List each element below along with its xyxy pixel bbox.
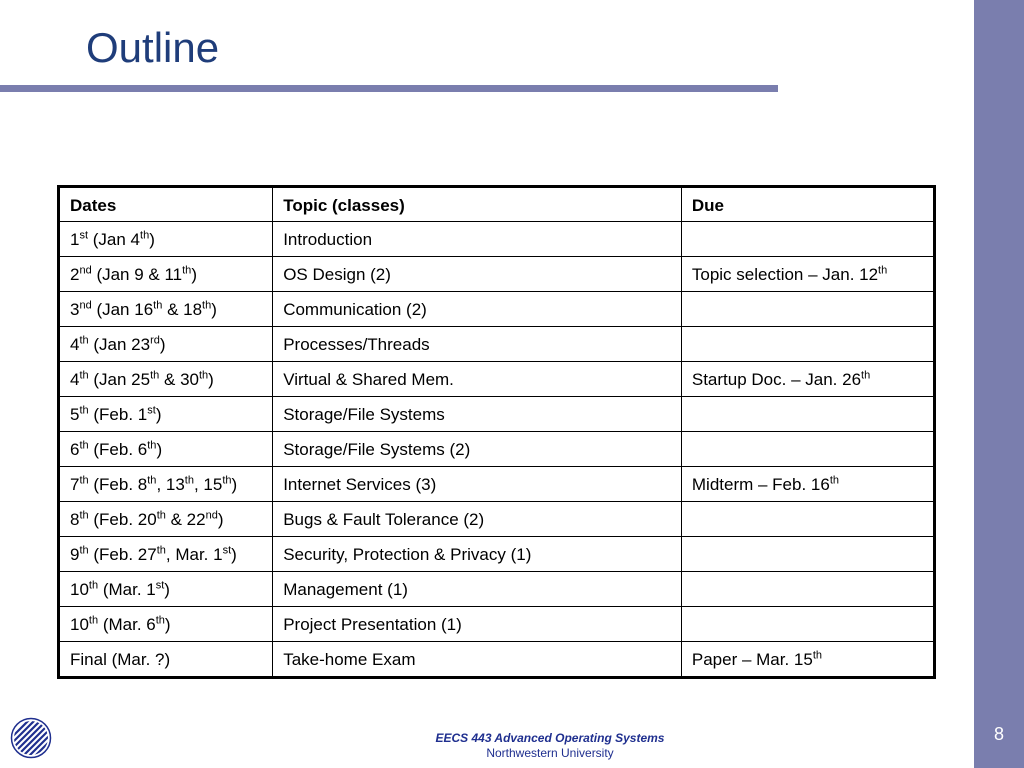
cell-due: [681, 642, 934, 678]
table-row: [59, 327, 935, 362]
ordinal-suffix: th: [88, 579, 99, 592]
cell-due: [681, 222, 934, 257]
cell-due: [681, 292, 934, 327]
table-row: [59, 432, 935, 467]
cell-text: Final (Mar. ?): [70, 650, 171, 669]
footer: [380, 731, 720, 761]
cell-text: 9: [70, 545, 80, 564]
ordinal-suffix: nd: [79, 299, 92, 312]
cell-dates: [59, 257, 273, 292]
footer-course: EECS 443 Advanced Operating Systems: [435, 731, 665, 745]
cell-text: ): [231, 475, 238, 494]
cell-text: (Jan 25: [88, 370, 151, 389]
table-row: [59, 537, 935, 572]
ordinal-suffix: th: [184, 474, 194, 487]
cell-topic: Internet Services (3): [273, 467, 682, 502]
cell-topic: Project Presentation (1): [273, 607, 682, 642]
cell-dates: [59, 572, 273, 607]
ordinal-suffix: th: [79, 439, 89, 452]
table-row: [59, 292, 935, 327]
cell-dates: [59, 607, 273, 642]
ordinal-suffix: th: [88, 614, 99, 627]
cell-dates: [59, 432, 273, 467]
cell-topic: Security, Protection & Privacy (1): [273, 537, 682, 572]
ordinal-suffix: th: [150, 369, 160, 382]
ordinal-suffix: th: [878, 264, 888, 277]
cell-topic: OS Design (2): [273, 257, 682, 292]
cell-topic: Storage/File Systems: [273, 397, 682, 432]
cell-text: & 30: [159, 370, 199, 389]
cell-text: (Feb. 20: [88, 510, 157, 529]
schedule-table: [57, 185, 936, 679]
header-due: Due: [681, 187, 934, 222]
table-row: [59, 502, 935, 537]
header-topic: Topic (classes): [273, 187, 682, 222]
cell-text: , Mar. 1: [165, 545, 223, 564]
cell-text: 3: [70, 300, 80, 319]
cell-text: Topic selection – Jan. 12: [691, 265, 879, 284]
cell-text: Paper – Mar. 15: [691, 650, 813, 669]
ordinal-suffix: st: [79, 229, 89, 242]
ordinal-suffix: st: [155, 579, 165, 592]
footer-institution: Northwestern University: [486, 746, 614, 760]
cell-text: 4: [70, 370, 80, 389]
ordinal-suffix: th: [79, 544, 89, 557]
ordinal-suffix: st: [147, 404, 156, 417]
cell-text: 5: [70, 405, 80, 424]
ordinal-suffix: th: [140, 229, 150, 242]
cell-text: (Mar. 6: [98, 615, 156, 634]
cell-due: [681, 537, 934, 572]
cell-dates: [59, 292, 273, 327]
ordinal-suffix: th: [147, 439, 157, 452]
table-row: [59, 467, 935, 502]
ordinal-suffix: th: [79, 334, 89, 347]
ordinal-suffix: th: [156, 509, 166, 522]
ordinal-suffix: th: [861, 369, 871, 382]
cell-topic: Bugs & Fault Tolerance (2): [273, 502, 682, 537]
cell-topic: Storage/File Systems (2): [273, 432, 682, 467]
cell-text: & 22: [165, 510, 206, 529]
ordinal-suffix: th: [79, 509, 89, 522]
cell-text: ): [164, 580, 170, 599]
cell-dates: [59, 362, 273, 397]
cell-text: 8: [70, 510, 80, 529]
cell-text: 4: [70, 335, 80, 354]
table-row: [59, 362, 935, 397]
cell-text: ): [164, 615, 171, 634]
table-row: [59, 642, 935, 678]
slide-title: Outline: [86, 24, 220, 71]
cell-text: ): [159, 335, 166, 354]
ordinal-suffix: th: [79, 369, 89, 382]
northwestern-globe-logo: [10, 717, 52, 759]
cell-due: [681, 397, 934, 432]
ordinal-suffix: th: [812, 649, 823, 662]
ordinal-suffix: st: [222, 544, 232, 557]
page-number: 8: [993, 724, 1004, 744]
cell-dates: [59, 327, 273, 362]
cell-dates: [59, 397, 273, 432]
cell-text: (Mar. 1: [98, 580, 156, 599]
ordinal-suffix: th: [156, 544, 166, 557]
cell-dates: [59, 537, 273, 572]
ordinal-suffix: th: [222, 474, 232, 487]
cell-due: [681, 572, 934, 607]
cell-dates: [59, 642, 273, 678]
cell-text: & 18: [162, 300, 203, 319]
ordinal-suffix: nd: [205, 509, 218, 522]
cell-text: (Jan 16: [91, 300, 154, 319]
cell-topic: Processes/Threads: [273, 327, 682, 362]
ordinal-suffix: th: [182, 264, 192, 277]
cell-text: (Jan 9 & 11: [91, 265, 183, 284]
cell-topic: Management (1): [273, 572, 682, 607]
cell-due: [681, 432, 934, 467]
cell-text: ): [156, 440, 163, 459]
cell-text: ): [231, 545, 237, 564]
table-row: [59, 222, 935, 257]
table-row: [59, 397, 935, 432]
cell-text: 10: [70, 615, 89, 634]
cell-due: [681, 502, 934, 537]
cell-text: 6: [70, 440, 80, 459]
header-dates: Dates: [59, 187, 273, 222]
cell-topic: Take-home Exam: [273, 642, 682, 678]
cell-text: 2: [70, 265, 80, 284]
cell-dates: [59, 467, 273, 502]
cell-text: ): [217, 510, 224, 529]
cell-text: ): [211, 300, 217, 319]
cell-dates: [59, 222, 273, 257]
title-underline: [0, 85, 778, 92]
cell-due: [681, 362, 934, 397]
cell-text: 1: [70, 230, 80, 249]
cell-topic: Introduction: [273, 222, 682, 257]
cell-text: ): [191, 265, 197, 284]
cell-due: [681, 257, 934, 292]
cell-text: (Feb. 8: [88, 475, 148, 494]
cell-due: [681, 607, 934, 642]
ordinal-suffix: th: [155, 614, 165, 627]
table-row: [59, 572, 935, 607]
cell-text: Midterm – Feb. 16: [691, 475, 830, 494]
cell-text: ): [149, 230, 155, 249]
table-row: [59, 607, 935, 642]
cell-text: (Feb. 6: [88, 440, 148, 459]
ordinal-suffix: th: [829, 474, 840, 487]
table-body: [59, 222, 935, 678]
right-accent-bar: [974, 0, 1024, 768]
ordinal-suffix: nd: [79, 264, 92, 277]
cell-text: (Jan 23: [88, 335, 151, 354]
ordinal-suffix: th: [202, 299, 212, 312]
cell-text: (Feb. 27: [88, 545, 157, 564]
cell-dates: [59, 502, 273, 537]
cell-text: ): [155, 405, 162, 424]
cell-text: 10: [70, 580, 89, 599]
ordinal-suffix: th: [153, 299, 163, 312]
ordinal-suffix: th: [147, 474, 157, 487]
cell-text: Startup Doc. – Jan. 26: [691, 370, 862, 389]
ordinal-suffix: th: [79, 404, 89, 417]
cell-topic: Communication (2): [273, 292, 682, 327]
table-row: [59, 257, 935, 292]
ordinal-suffix: th: [79, 474, 89, 487]
cell-text: 7: [70, 475, 80, 494]
cell-text: , 15: [193, 475, 223, 494]
table-header-row: [59, 187, 935, 222]
cell-text: (Feb. 1: [88, 405, 148, 424]
ordinal-suffix: th: [198, 369, 209, 382]
cell-text: (Jan 4: [88, 230, 141, 249]
cell-due: [681, 327, 934, 362]
cell-due: [681, 467, 934, 502]
cell-text: , 13: [156, 475, 185, 494]
ordinal-suffix: rd: [150, 334, 160, 347]
cell-topic: Virtual & Shared Mem.: [273, 362, 682, 397]
cell-text: ): [208, 370, 214, 389]
